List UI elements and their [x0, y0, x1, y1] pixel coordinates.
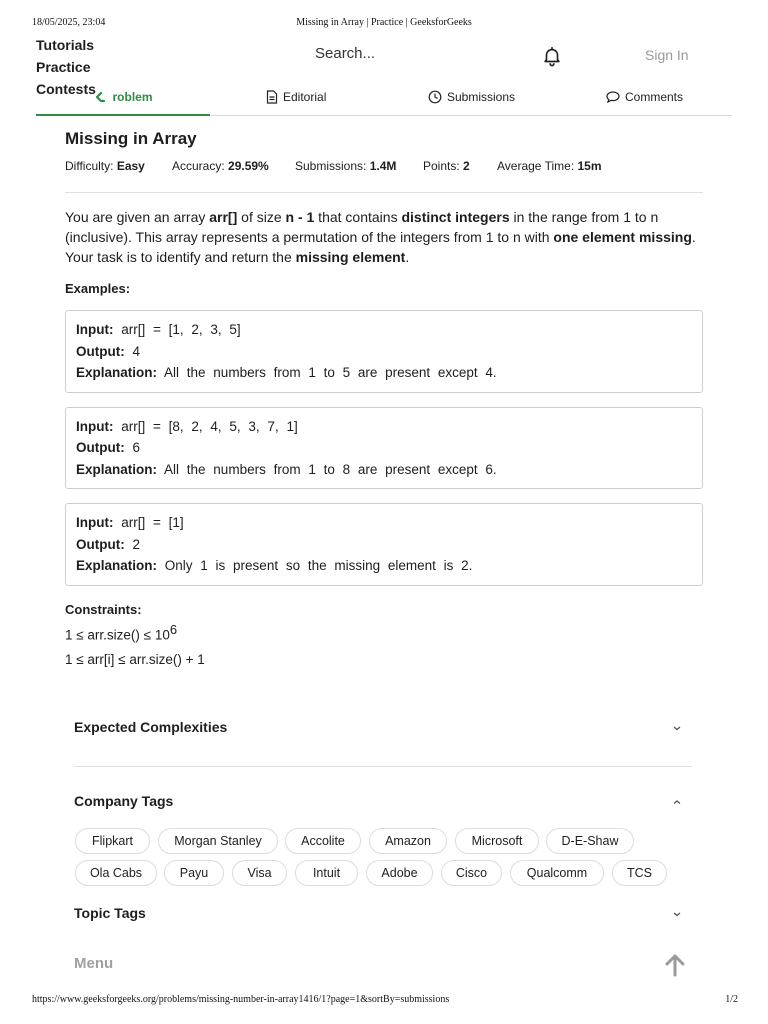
topic-tags-label: Topic Tags [74, 905, 146, 921]
explanation-value: All the numbers from 1 to 5 are present except 4. [164, 365, 497, 380]
company-tag[interactable]: Amazon [369, 828, 447, 854]
tab-submissions[interactable] [428, 86, 515, 116]
input-label: Input: [76, 322, 114, 337]
difficulty-stat [65, 159, 145, 173]
print-page-number: 1/2 [725, 994, 738, 1005]
clock-icon [428, 90, 442, 104]
company-tag[interactable]: Visa [232, 860, 287, 886]
tab-problem-label: roblem [112, 90, 153, 104]
accuracy-stat [172, 159, 269, 173]
expected-complexities-label: Expected Complexities [74, 719, 228, 735]
speech-bubble-icon [606, 90, 620, 104]
tab-submissions-label: Submissions [447, 90, 516, 104]
avg-time-stat [497, 159, 602, 173]
topic-tags-toggle[interactable] [74, 905, 692, 929]
company-tags-label: Company Tags [74, 793, 174, 809]
company-tag[interactable]: Intuit [295, 860, 358, 886]
sign-in-link[interactable]: Sign In [645, 47, 689, 63]
constraint-size-text: 1 ≤ arr.size() ≤ 10 [65, 627, 170, 642]
tab-problem[interactable] [36, 86, 210, 116]
desc-text: . [405, 249, 410, 265]
chevron-left-icon [93, 90, 107, 104]
desc-bold: one element missing [553, 229, 692, 245]
difficulty-value: Easy [116, 159, 145, 173]
output-value: 2 [132, 536, 141, 552]
constraints-heading: Constraints: [65, 601, 142, 617]
print-title: Missing in Array | Practice | GeeksforGeeks [296, 17, 472, 28]
problem-title: Missing in Array [65, 129, 197, 148]
examples-heading: Examples: [65, 281, 131, 296]
company-tag[interactable]: Flipkart [75, 828, 150, 854]
input-value: arr[] = [1] [121, 515, 184, 530]
output-label: Output: [76, 440, 125, 455]
problem-tabs [36, 86, 732, 116]
company-tag[interactable]: Morgan Stanley [158, 828, 278, 854]
submissions-label: Submissions: [295, 159, 367, 173]
chevron-down-icon [672, 723, 682, 733]
example-box [65, 503, 703, 586]
problem-content [65, 128, 703, 672]
desc-bold: n - 1 [285, 209, 315, 225]
example-box [65, 310, 703, 393]
tab-editorial[interactable] [266, 86, 326, 116]
constraint-exponent: 6 [169, 621, 178, 637]
output-label: Output: [76, 536, 125, 552]
desc-text: in the range from 1 to n (inclusive). This array represents a permutation of the integers from 1 to n with [65, 209, 659, 245]
output-value: 4 [132, 343, 141, 359]
print-footer [0, 994, 768, 1008]
desc-text: . Your task is to identify and return the [65, 229, 696, 265]
company-tag[interactable]: Payu [164, 860, 224, 886]
explanation-value: All the numbers from 1 to 8 are present except 6. [164, 461, 497, 477]
tab-editorial-label: Editorial [283, 90, 327, 104]
company-tags-toggle[interactable] [74, 793, 692, 817]
submissions-stat [295, 159, 396, 173]
explanation-label: Explanation: [76, 558, 158, 573]
tab-comments-label: Comments [625, 90, 684, 104]
example-output [76, 437, 692, 459]
avg-time-value: 15m [577, 159, 602, 173]
company-tag[interactable]: Cisco [441, 860, 502, 886]
points-value: 2 [463, 159, 470, 173]
explanation-label: Explanation: [76, 461, 158, 477]
example-explanation [76, 555, 692, 577]
company-tag[interactable]: TCS [612, 860, 667, 886]
menu-button[interactable]: Menu [74, 955, 114, 972]
desc-text: of size [237, 209, 286, 225]
example-input [76, 416, 692, 438]
output-value: 6 [132, 440, 141, 455]
accuracy-label: Accuracy: [172, 159, 225, 173]
explanation-value: Only 1 is present so the missing element is 2. [164, 558, 473, 573]
expected-complexities-toggle[interactable] [74, 719, 692, 743]
desc-bold: distinct integers [401, 209, 510, 225]
constraint-size [65, 617, 703, 648]
points-label: Points: [423, 159, 460, 173]
desc-bold: missing element [295, 249, 406, 265]
example-explanation [76, 362, 692, 384]
constraint-values: 1 ≤ arr[i] ≤ arr.size() + 1 [65, 652, 205, 667]
company-tag[interactable]: Microsoft [455, 828, 539, 854]
section-divider [74, 766, 692, 767]
document-icon [266, 90, 278, 104]
arrow-up-icon[interactable] [664, 953, 686, 977]
chevron-up-icon [672, 797, 682, 807]
company-tag[interactable]: Qualcomm [510, 860, 604, 886]
nav-tutorials[interactable]: Tutorials [36, 37, 95, 53]
input-value: arr[] = [8, 2, 4, 5, 3, 7, 1] [121, 418, 298, 434]
example-box [65, 407, 703, 490]
print-header [0, 17, 768, 31]
print-datetime: 18/05/2025, 23:04 [32, 17, 106, 28]
company-tag[interactable]: D-E-Shaw [546, 828, 634, 854]
input-label: Input: [76, 515, 114, 530]
company-tag[interactable]: Accolite [285, 828, 361, 854]
explanation-label: Explanation: [76, 365, 158, 380]
example-input [76, 319, 692, 341]
problem-meta [65, 159, 703, 177]
print-url: https://www.geeksforgeeks.org/problems/missing-number-in-array1416/1?page=1&sortBy=submissions [32, 994, 450, 1005]
nav-contests[interactable]: Contests [36, 81, 96, 97]
difficulty-label: Difficulty: [65, 159, 114, 173]
desc-text: You are given an array [65, 209, 210, 225]
example-input [76, 512, 692, 534]
example-output [76, 341, 692, 363]
avg-time-label: Average Time: [497, 159, 575, 173]
search-input[interactable]: Search... [315, 45, 376, 62]
company-tag[interactable]: Ola Cabs [75, 860, 157, 886]
bell-icon[interactable] [541, 45, 563, 67]
example-output [76, 534, 692, 556]
desc-text: that contains [314, 209, 402, 225]
input-label: Input: [76, 418, 114, 434]
example-explanation [76, 459, 692, 481]
problem-description [65, 207, 703, 267]
accuracy-value: 29.59% [228, 159, 269, 173]
submissions-value: 1.4M [369, 159, 397, 173]
chevron-down-icon [672, 909, 682, 919]
nav-practice[interactable]: Practice [36, 59, 91, 75]
company-tag[interactable]: Adobe [366, 860, 433, 886]
divider [65, 192, 703, 193]
tab-comments[interactable] [606, 86, 683, 116]
points-stat [423, 159, 470, 173]
input-value: arr[] = [1, 2, 3, 5] [121, 322, 241, 337]
output-label: Output: [76, 343, 125, 359]
desc-bold: arr[] [209, 209, 238, 225]
